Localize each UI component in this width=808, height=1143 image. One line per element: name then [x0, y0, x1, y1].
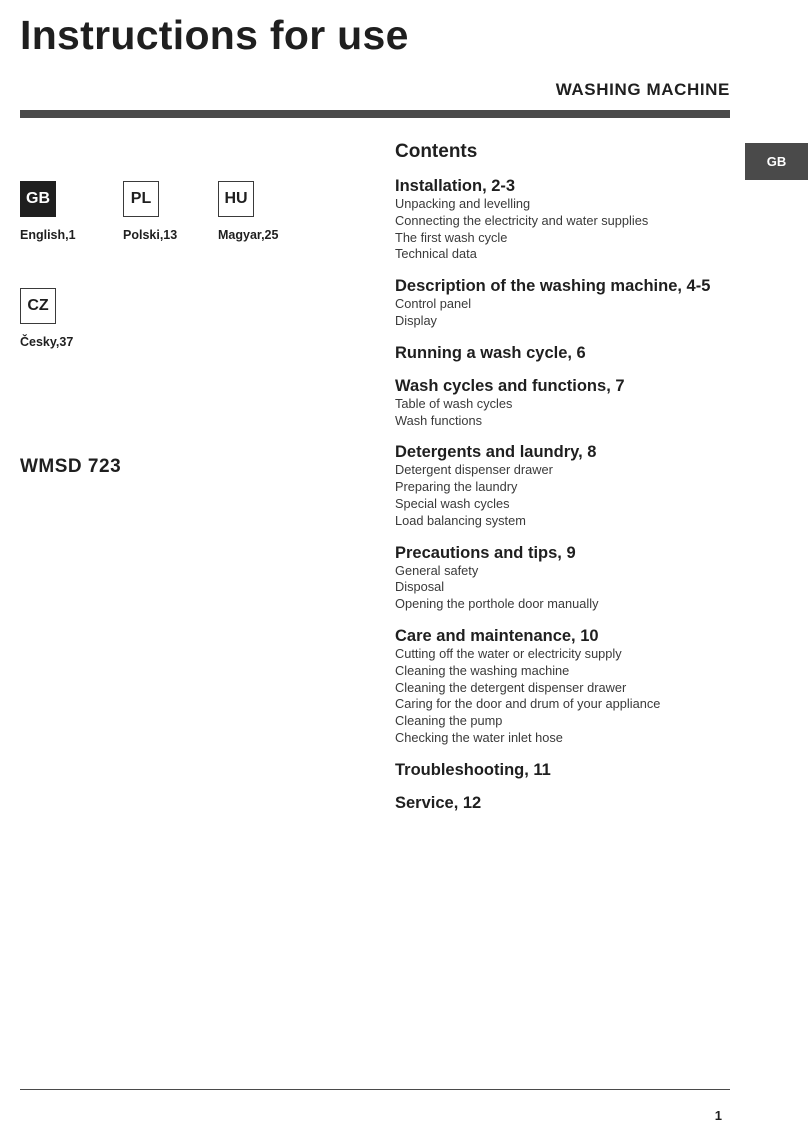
page-number: 1	[714, 1108, 722, 1123]
toc-section-installation	[395, 176, 735, 263]
toc-item[interactable]: Control panel	[395, 296, 472, 312]
language-code-box: GB	[20, 181, 56, 217]
toc-section-title[interactable]: Running a wash cycle, 6	[395, 343, 586, 362]
toc-item[interactable]: Cleaning the detergent dispenser drawer	[395, 679, 627, 695]
language-label: Magyar,25	[218, 228, 279, 242]
toc-item[interactable]: Caring for the door and drum of your appliance	[395, 696, 661, 712]
table-of-contents	[395, 138, 735, 826]
language-code-box: CZ	[20, 288, 56, 324]
toc-section-title[interactable]: Service, 12	[395, 793, 482, 812]
toc-item[interactable]: Wash functions	[395, 412, 483, 428]
language-label: English,1	[20, 228, 76, 242]
toc-item[interactable]: Cleaning the washing machine	[395, 662, 570, 678]
language-label: Polski,13	[123, 228, 178, 242]
toc-item[interactable]: Opening the porthole door manually	[395, 596, 599, 612]
toc-item[interactable]: General safety	[395, 562, 479, 578]
product-type: WASHING MACHINE	[555, 80, 730, 99]
language-gb[interactable]	[20, 181, 130, 242]
language-hu[interactable]	[218, 181, 328, 242]
toc-section-wash-cycles	[395, 376, 735, 430]
toc-section-detergents	[395, 442, 735, 529]
footer-divider	[20, 1089, 730, 1090]
toc-section-description	[395, 276, 735, 330]
toc-section-running	[395, 343, 735, 363]
language-side-tab: GB	[745, 143, 808, 180]
toc-item[interactable]: Load balancing system	[395, 512, 526, 528]
language-cz[interactable]	[20, 288, 130, 349]
toc-section-title[interactable]: Wash cycles and functions, 7	[395, 376, 625, 395]
toc-item[interactable]: Detergent dispenser drawer	[395, 462, 553, 478]
language-label: Česky,37	[20, 335, 74, 349]
toc-section-care	[395, 626, 735, 747]
toc-section-troubleshooting	[395, 760, 735, 780]
toc-item[interactable]: The first wash cycle	[395, 229, 508, 245]
toc-item[interactable]: Connecting the electricity and water supplies	[395, 212, 649, 228]
toc-item[interactable]: Special wash cycles	[395, 495, 510, 511]
toc-section-precautions	[395, 543, 735, 613]
toc-item[interactable]: Technical data	[395, 246, 477, 262]
toc-item[interactable]: Cleaning the pump	[395, 713, 503, 729]
header-divider	[20, 110, 730, 118]
toc-item[interactable]: Disposal	[395, 579, 445, 595]
model-number: WMSD 723	[20, 456, 122, 477]
toc-item[interactable]: Unpacking and levelling	[395, 196, 531, 211]
contents-heading: Contents	[395, 141, 478, 162]
toc-section-service	[395, 793, 735, 813]
toc-item[interactable]: Display	[395, 312, 437, 328]
toc-section-title[interactable]: Care and maintenance, 10	[395, 626, 599, 645]
toc-section-title[interactable]: Detergents and laundry, 8	[395, 443, 597, 462]
toc-section-title[interactable]: Description of the washing machine, 4-5	[395, 277, 711, 296]
page-title: Instructions for use	[20, 12, 409, 58]
language-code-box: PL	[123, 181, 159, 217]
toc-section-title[interactable]: Troubleshooting, 11	[395, 760, 551, 779]
toc-item[interactable]: Preparing the laundry	[395, 479, 518, 495]
toc-section-title[interactable]: Installation, 2-3	[395, 177, 516, 195]
toc-section-title[interactable]: Precautions and tips, 9	[395, 543, 576, 562]
language-code-box: HU	[218, 181, 254, 217]
toc-item[interactable]: Table of wash cycles	[395, 395, 513, 411]
toc-item[interactable]: Checking the water inlet hose	[395, 729, 563, 745]
language-pl[interactable]	[123, 181, 233, 242]
toc-item[interactable]: Cutting off the water or electricity supply	[395, 645, 622, 661]
